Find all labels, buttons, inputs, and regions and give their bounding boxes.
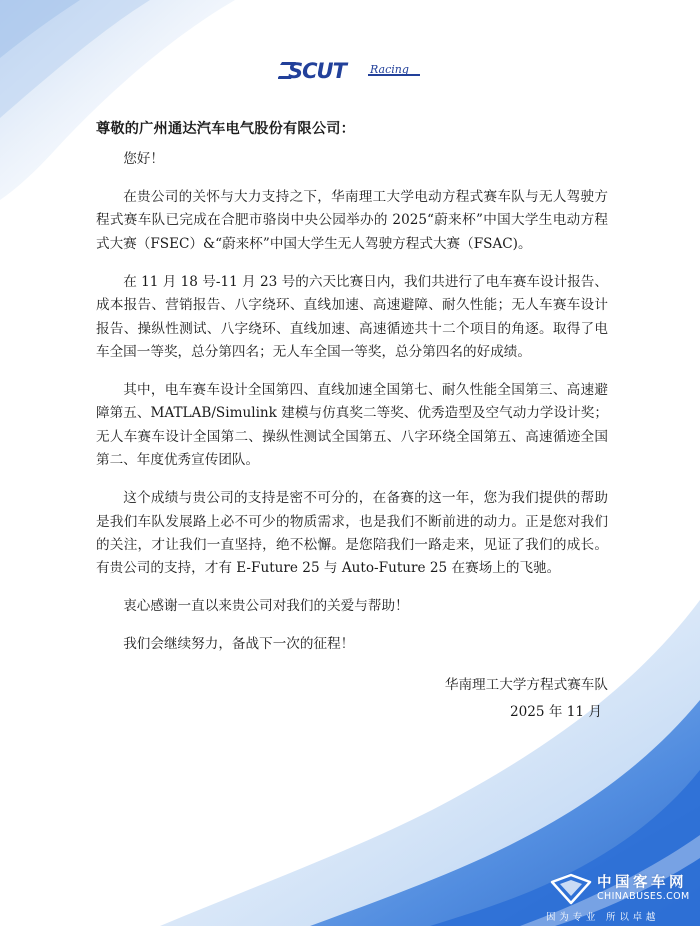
letter-salutation: 尊敬的广州通达汽车电气股份有限公司： <box>96 121 355 137</box>
watermark-title: 中国客车网 <box>597 875 687 891</box>
scut-racing-logo <box>278 59 423 83</box>
results-paragraph: 在 11 月 18 号-11 月 23 号的六天比赛日内，我们共进行了电车赛车设计报告、成本报告、营销报告、八字绕环、直线加速、高速避障、耐久性能；无人车赛车设计报告、操纵性测试、八字绕环、直线加速、高速循迹共十二个项目的角逐。取得了电车全国一等奖，总分第四名；无人车全国一等奖，总分第四名的好成绩。 <box>96 273 608 361</box>
awards-paragraph: 其中，电车赛车设计全国第四、直线加速全国第七、耐久性能全国第三、高速避障第五、MATLAB/Simulink 建模与仿真奖二等奖、优秀造型及空气动力学设计奖；无人车赛车设计全国第二、操纵性测试全国第五、八字环绕全国第五、高速循迹全国第二、年度优秀宣传团队。 <box>96 382 608 469</box>
watermark-slogan: 因为专业 所以卓越 <box>546 912 660 923</box>
gratitude-paragraph: 这个成绩与贵公司的支持是密不可分的，在备赛的这一年，您为我们提供的帮助是我们车队发展路上必不可少的物质需求，也是我们不断前进的动力。正是您对我们的关注，才让我们一直坚持，绝不松懈。是您陪我们一路走来，见证了我们的成长。有贵公司的支持，才有 E-Future 25 与 Auto-Future 25 在赛场上的飞驰。 <box>96 490 608 577</box>
chinabuses-watermark <box>540 868 700 926</box>
greeting-paragraph: 您好！ <box>123 151 164 167</box>
letter-body <box>96 148 608 671</box>
closing-paragraph: 我们会继续努力，备战下一次的征程！ <box>123 636 355 653</box>
bus-emblem-icon <box>548 872 594 906</box>
signature-organization: 华南理工大学方程式赛车队 <box>444 677 608 693</box>
watermark-domain: CHINABUSES.COM <box>597 891 690 902</box>
letter-signature <box>420 672 608 726</box>
signature-date: 2025 年 11 月 <box>509 704 602 720</box>
thanks-paragraph: 衷心感谢一直以来贵公司对我们的关爱与帮助！ <box>123 598 409 615</box>
svg-text:SCUT: SCUT <box>288 59 346 83</box>
svg-text:Racing: Racing <box>370 63 409 76</box>
competition-paragraph: 在贵公司的关怀与大力支持之下，华南理工大学电动方程式赛车队与无人驾驶方程式赛车队已完成在合肥市骆岗中央公园举办的 2025“蔚来杯”中国大学生电动方程式大赛（FSEC）&“蔚来杯”中国大学生无人驾驶方程式大赛（FSAC)。 <box>96 189 608 252</box>
